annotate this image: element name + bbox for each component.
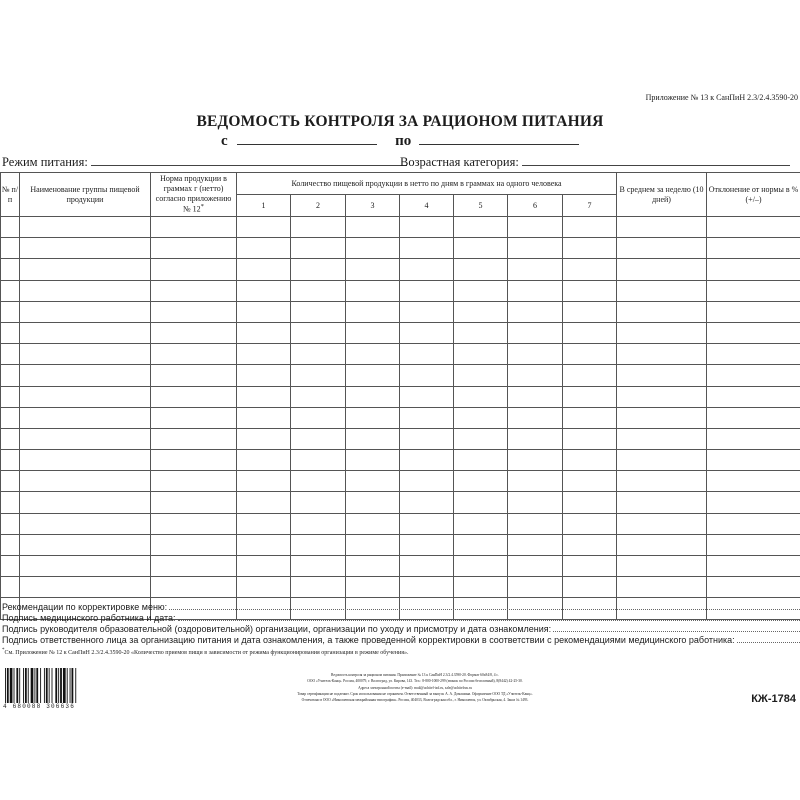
table-cell[interactable] <box>563 407 617 428</box>
table-cell[interactable] <box>563 322 617 343</box>
table-cell[interactable] <box>707 471 800 492</box>
table-cell[interactable] <box>617 577 707 598</box>
table-cell[interactable] <box>400 344 454 365</box>
table-cell[interactable] <box>291 428 346 449</box>
table-cell[interactable] <box>20 280 151 301</box>
from-date-field[interactable] <box>237 143 377 145</box>
table-cell[interactable] <box>617 259 707 280</box>
table-cell[interactable] <box>291 217 346 238</box>
table-cell[interactable] <box>1 577 20 598</box>
header-days: Количество пищевой продукции в нетто по дням в граммах на одного человека <box>237 173 617 195</box>
table-cell[interactable] <box>291 344 346 365</box>
table-cell[interactable] <box>1 492 20 513</box>
table-cell[interactable] <box>20 301 151 322</box>
header-group: Наименование группы пищевой продукции <box>20 173 151 217</box>
table-cell[interactable] <box>237 556 291 577</box>
table-row <box>1 322 800 343</box>
table-cell[interactable] <box>1 471 20 492</box>
table-cell[interactable] <box>237 492 291 513</box>
table-cell[interactable] <box>346 471 400 492</box>
table-cell[interactable] <box>291 365 346 386</box>
table-cell[interactable] <box>291 259 346 280</box>
table-row <box>1 301 800 322</box>
table-row <box>1 577 800 598</box>
table-cell[interactable] <box>20 534 151 555</box>
table-cell[interactable] <box>563 259 617 280</box>
table-cell[interactable] <box>1 450 20 471</box>
table-cell[interactable] <box>707 365 800 386</box>
table-cell[interactable] <box>237 577 291 598</box>
table-cell[interactable] <box>151 280 237 301</box>
recommendations-label: Рекомендации по корректировке меню: <box>2 602 168 612</box>
table-cell[interactable] <box>237 471 291 492</box>
table-cell[interactable] <box>400 407 454 428</box>
table-cell[interactable] <box>400 238 454 259</box>
table-cell[interactable] <box>151 407 237 428</box>
table-cell[interactable] <box>291 238 346 259</box>
table-cell[interactable] <box>508 280 563 301</box>
table-cell[interactable] <box>563 301 617 322</box>
table-row <box>1 407 800 428</box>
table-cell[interactable] <box>346 577 400 598</box>
table-cell[interactable] <box>151 365 237 386</box>
table-cell[interactable] <box>563 577 617 598</box>
table-cell[interactable] <box>1 259 20 280</box>
table-cell[interactable] <box>400 534 454 555</box>
table-cell[interactable] <box>237 301 291 322</box>
table-cell[interactable] <box>508 513 563 534</box>
product-code: КЖ-1784 <box>751 693 796 705</box>
table-cell[interactable] <box>454 344 508 365</box>
table-cell[interactable] <box>400 577 454 598</box>
table-cell[interactable] <box>617 238 707 259</box>
table-cell[interactable] <box>707 217 800 238</box>
table-cell[interactable] <box>291 534 346 555</box>
table-cell[interactable] <box>20 217 151 238</box>
imprint-line: Отпечатано в ООО «Николаевская межрайонная типография». Россия, 404033, Волгоградская обл., г. Николаевск, ул. Октябрьская, 4. Заказ № 1493. <box>301 698 529 703</box>
table-cell[interactable] <box>400 301 454 322</box>
to-date-field[interactable] <box>419 143 579 145</box>
page-title: ВЕДОМОСТЬ КОНТРОЛЯ ЗА РАЦИОНОМ ПИТАНИЯ <box>196 113 604 130</box>
header-norm-mark: * <box>200 203 204 211</box>
day-5: 5 <box>454 195 508 217</box>
table-cell[interactable] <box>346 259 400 280</box>
table-cell[interactable] <box>617 556 707 577</box>
table-cell[interactable] <box>707 556 800 577</box>
table-cell[interactable] <box>617 301 707 322</box>
table-cell[interactable] <box>707 322 800 343</box>
table-cell[interactable] <box>454 217 508 238</box>
table-cell[interactable] <box>707 513 800 534</box>
table-cell[interactable] <box>20 407 151 428</box>
table-cell[interactable] <box>707 386 800 407</box>
table-cell[interactable] <box>20 428 151 449</box>
diet-row <box>2 155 407 170</box>
table-cell[interactable] <box>237 534 291 555</box>
table-cell[interactable] <box>346 386 400 407</box>
table-cell[interactable] <box>151 492 237 513</box>
table-row <box>1 365 800 386</box>
date-range <box>0 133 800 150</box>
header-deviation: Отклонение от нормы в % (+/–) <box>707 173 800 217</box>
table-cell[interactable] <box>346 513 400 534</box>
table-cell[interactable] <box>400 556 454 577</box>
table-cell[interactable] <box>151 238 237 259</box>
table-cell[interactable] <box>20 344 151 365</box>
day-2: 2 <box>291 195 346 217</box>
table-cell[interactable] <box>237 322 291 343</box>
table-cell[interactable] <box>400 471 454 492</box>
table-cell[interactable] <box>1 280 20 301</box>
table-cell[interactable] <box>291 492 346 513</box>
table-cell[interactable] <box>151 428 237 449</box>
table-cell[interactable] <box>237 280 291 301</box>
table-row <box>1 386 800 407</box>
table-cell[interactable] <box>707 407 800 428</box>
table-cell[interactable] <box>454 280 508 301</box>
table-cell[interactable] <box>707 280 800 301</box>
day-3: 3 <box>346 195 400 217</box>
table-row <box>1 344 800 365</box>
table-cell[interactable] <box>400 492 454 513</box>
header-norm <box>151 173 237 217</box>
table-cell[interactable] <box>617 428 707 449</box>
table-row <box>1 428 800 449</box>
table-cell[interactable] <box>1 556 20 577</box>
table-cell[interactable] <box>617 513 707 534</box>
day-1: 1 <box>237 195 291 217</box>
table-row <box>1 238 800 259</box>
table-cell[interactable] <box>237 259 291 280</box>
table-cell[interactable] <box>1 428 20 449</box>
table-cell[interactable] <box>1 386 20 407</box>
table-cell[interactable] <box>508 365 563 386</box>
table-cell[interactable] <box>707 301 800 322</box>
table-cell[interactable] <box>454 322 508 343</box>
head-signature-line <box>2 624 800 634</box>
table-cell[interactable] <box>563 471 617 492</box>
table-cell[interactable] <box>508 428 563 449</box>
table-cell[interactable] <box>400 322 454 343</box>
table-cell[interactable] <box>237 450 291 471</box>
table-cell[interactable] <box>707 492 800 513</box>
table-cell[interactable] <box>563 365 617 386</box>
table-cell[interactable] <box>617 365 707 386</box>
table-cell[interactable] <box>237 407 291 428</box>
table-cell[interactable] <box>454 407 508 428</box>
table-cell[interactable] <box>454 301 508 322</box>
table-cell[interactable] <box>707 259 800 280</box>
table-cell[interactable] <box>400 428 454 449</box>
table-cell[interactable] <box>151 217 237 238</box>
diet-field[interactable] <box>91 164 407 166</box>
table-cell[interactable] <box>346 344 400 365</box>
table-cell[interactable] <box>1 301 20 322</box>
table-cell[interactable] <box>346 217 400 238</box>
table-cell[interactable] <box>291 471 346 492</box>
table-cell[interactable] <box>508 386 563 407</box>
table-cell[interactable] <box>454 259 508 280</box>
table-cell[interactable] <box>1 322 20 343</box>
table-cell[interactable] <box>563 492 617 513</box>
table-cell[interactable] <box>508 217 563 238</box>
table-cell[interactable] <box>508 471 563 492</box>
table-cell[interactable] <box>454 471 508 492</box>
table-cell[interactable] <box>1 513 20 534</box>
table-cell[interactable] <box>237 217 291 238</box>
table-row <box>1 259 800 280</box>
table-cell[interactable] <box>508 556 563 577</box>
table-cell[interactable] <box>291 407 346 428</box>
table-cell[interactable] <box>1 238 20 259</box>
table-cell[interactable] <box>454 556 508 577</box>
table-cell[interactable] <box>617 492 707 513</box>
table-cell[interactable] <box>617 217 707 238</box>
table-cell[interactable] <box>400 513 454 534</box>
to-label: по <box>395 133 412 149</box>
table-cell[interactable] <box>291 301 346 322</box>
table-cell[interactable] <box>237 238 291 259</box>
header-norm-text: Норма продукции в граммах г (нетто) согласно приложению № 12 <box>155 174 232 214</box>
table-cell[interactable] <box>346 322 400 343</box>
from-label: с <box>220 133 228 149</box>
table-cell[interactable] <box>346 492 400 513</box>
table-cell[interactable] <box>707 238 800 259</box>
table-cell[interactable] <box>20 492 151 513</box>
recommendations-field[interactable] <box>169 608 800 610</box>
age-label: Возрастная категория: <box>400 155 519 169</box>
table-cell[interactable] <box>1 344 20 365</box>
table-row <box>1 217 800 238</box>
table-row <box>1 471 800 492</box>
table-cell[interactable] <box>20 365 151 386</box>
table-cell[interactable] <box>454 577 508 598</box>
recommendations-line <box>2 602 800 612</box>
table-cell[interactable] <box>1 217 20 238</box>
table-cell[interactable] <box>151 450 237 471</box>
table-cell[interactable] <box>237 365 291 386</box>
responsible-signature-label: Подпись ответственного лица за организацию питания и дата ознакомления, а также проведенной корректировки в соответствии с рекомендациями медицинского работника: <box>2 635 735 645</box>
table-cell[interactable] <box>151 301 237 322</box>
table-cell[interactable] <box>20 513 151 534</box>
table-cell[interactable] <box>237 428 291 449</box>
table-cell[interactable] <box>400 450 454 471</box>
table-cell[interactable] <box>508 259 563 280</box>
table-cell[interactable] <box>454 513 508 534</box>
table-cell[interactable] <box>707 428 800 449</box>
table-cell[interactable] <box>617 322 707 343</box>
table-cell[interactable] <box>151 386 237 407</box>
med-signature-field[interactable] <box>178 619 800 621</box>
table-cell[interactable] <box>151 556 237 577</box>
table-cell[interactable] <box>291 556 346 577</box>
table-cell[interactable] <box>508 407 563 428</box>
footnote-mark: * <box>2 648 5 653</box>
table-cell[interactable] <box>20 322 151 343</box>
table-row <box>1 556 800 577</box>
responsible-signature-line <box>2 635 800 645</box>
table-cell[interactable] <box>707 450 800 471</box>
table-cell[interactable] <box>617 471 707 492</box>
table-cell[interactable] <box>291 513 346 534</box>
table-cell[interactable] <box>1 534 20 555</box>
table-cell[interactable] <box>151 344 237 365</box>
med-signature-line <box>2 613 800 623</box>
table-cell[interactable] <box>508 577 563 598</box>
table-cell[interactable] <box>291 386 346 407</box>
table-cell[interactable] <box>563 534 617 555</box>
table-cell[interactable] <box>237 513 291 534</box>
table-cell[interactable] <box>346 280 400 301</box>
imprint-line: Товар сертификации не подлежит. Срок использования не ограничен. Ответственный за выпуск А. А. Домашина. Оформление ООО ТД «Учитель-Канц». <box>297 691 533 696</box>
imprint-line: Адреса электронной почты (e-mail): mail@uchitel-izd.ru, sale@uchitelrus.ru <box>358 685 472 690</box>
table-cell[interactable] <box>563 556 617 577</box>
table-cell[interactable] <box>508 492 563 513</box>
imprint-block <box>180 672 650 703</box>
table-cell[interactable] <box>151 259 237 280</box>
table-row <box>1 280 800 301</box>
table-cell[interactable] <box>346 365 400 386</box>
table-body <box>1 217 800 620</box>
table-cell[interactable] <box>20 450 151 471</box>
table-cell[interactable] <box>563 386 617 407</box>
table-cell[interactable] <box>346 450 400 471</box>
table-cell[interactable] <box>346 534 400 555</box>
appendix-note: Приложение № 13 к СанПиН 2.3/2.4.3590-20 <box>645 93 798 102</box>
table-cell[interactable] <box>151 534 237 555</box>
table-cell[interactable] <box>346 238 400 259</box>
footnote <box>2 648 409 656</box>
table-cell[interactable] <box>617 450 707 471</box>
table-cell[interactable] <box>151 322 237 343</box>
day-4: 4 <box>400 195 454 217</box>
table-row <box>1 492 800 513</box>
barcode-number: 4 680088 306636 <box>3 703 103 710</box>
table-cell[interactable] <box>400 280 454 301</box>
table-row <box>1 450 800 471</box>
table-cell[interactable] <box>508 534 563 555</box>
table-cell[interactable] <box>1 365 20 386</box>
table-cell[interactable] <box>400 365 454 386</box>
table-cell[interactable] <box>400 259 454 280</box>
table-cell[interactable] <box>508 450 563 471</box>
table-cell[interactable] <box>617 386 707 407</box>
table-row <box>1 513 800 534</box>
table-cell[interactable] <box>508 301 563 322</box>
table-cell[interactable] <box>617 534 707 555</box>
table-cell[interactable] <box>454 238 508 259</box>
responsible-signature-field[interactable] <box>737 641 800 643</box>
table-cell[interactable] <box>563 217 617 238</box>
day-7: 7 <box>563 195 617 217</box>
age-field[interactable] <box>522 164 790 166</box>
table-cell[interactable] <box>400 386 454 407</box>
table-cell[interactable] <box>1 407 20 428</box>
head-signature-label: Подпись руководителя образовательной (оздоровительной) организации, организации по уходу и присмотру и дата ознакомления: <box>2 624 552 634</box>
header-num: № п/п <box>1 173 20 217</box>
table-cell[interactable] <box>454 365 508 386</box>
day-6: 6 <box>508 195 563 217</box>
table-cell[interactable] <box>20 259 151 280</box>
table-cell[interactable] <box>508 344 563 365</box>
table-cell[interactable] <box>707 534 800 555</box>
table-cell[interactable] <box>151 513 237 534</box>
table-cell[interactable] <box>20 238 151 259</box>
table-cell[interactable] <box>400 217 454 238</box>
ration-table <box>0 172 800 620</box>
table-cell[interactable] <box>291 322 346 343</box>
table-row <box>1 534 800 555</box>
table-cell[interactable] <box>20 471 151 492</box>
age-row <box>400 155 790 170</box>
head-signature-field[interactable] <box>553 630 800 632</box>
table-cell[interactable] <box>291 577 346 598</box>
imprint-line: ООО «Учитель-Канц». Россия, 400079, г. Волгоград, ул. Кирова, 143. Тел.: 8-800-1000-299 (звонок по России бесплатный), 8(8442) 42-25-30. <box>307 679 523 684</box>
table-cell[interactable] <box>454 428 508 449</box>
table-cell[interactable] <box>563 428 617 449</box>
diet-label: Режим питания: <box>2 155 88 169</box>
table-cell[interactable] <box>20 556 151 577</box>
table-cell[interactable] <box>508 322 563 343</box>
table-cell[interactable] <box>617 407 707 428</box>
table-cell[interactable] <box>454 492 508 513</box>
med-signature-label: Подпись медицинского работника и дата: <box>2 613 176 623</box>
table-cell[interactable] <box>20 386 151 407</box>
table-cell[interactable] <box>707 344 800 365</box>
table-cell[interactable] <box>346 556 400 577</box>
table-cell[interactable] <box>291 280 346 301</box>
table-cell[interactable] <box>454 386 508 407</box>
table-cell[interactable] <box>20 577 151 598</box>
table-cell[interactable] <box>291 450 346 471</box>
table-cell[interactable] <box>151 577 237 598</box>
header-avg: В среднем за неделю (10 дней) <box>617 173 707 217</box>
table-cell[interactable] <box>563 450 617 471</box>
table-cell[interactable] <box>454 450 508 471</box>
table-cell[interactable] <box>617 280 707 301</box>
table-cell[interactable] <box>617 344 707 365</box>
table-cell[interactable] <box>563 513 617 534</box>
footnote-text: См. Приложение № 12 к СанПиН 2.3/2.4.3590-20 «Количество приемов пищи в зависимости от режима функционирования организации в режиме обучения». <box>4 650 409 656</box>
table-cell[interactable] <box>237 386 291 407</box>
table-cell[interactable] <box>707 577 800 598</box>
table-cell[interactable] <box>563 280 617 301</box>
table-cell[interactable] <box>346 301 400 322</box>
table-cell[interactable] <box>346 428 400 449</box>
table-cell[interactable] <box>151 471 237 492</box>
table-cell[interactable] <box>508 238 563 259</box>
table-cell[interactable] <box>454 534 508 555</box>
imprint-line: Ведомость контроля за рационом питания. Приложение № 13 к СанПиН 2.3/2.4.3590-20. Формат 60х84/8, 4 с. <box>331 673 499 677</box>
table-cell[interactable] <box>346 407 400 428</box>
table-cell[interactable] <box>563 344 617 365</box>
table-cell[interactable] <box>563 238 617 259</box>
table-cell[interactable] <box>237 344 291 365</box>
